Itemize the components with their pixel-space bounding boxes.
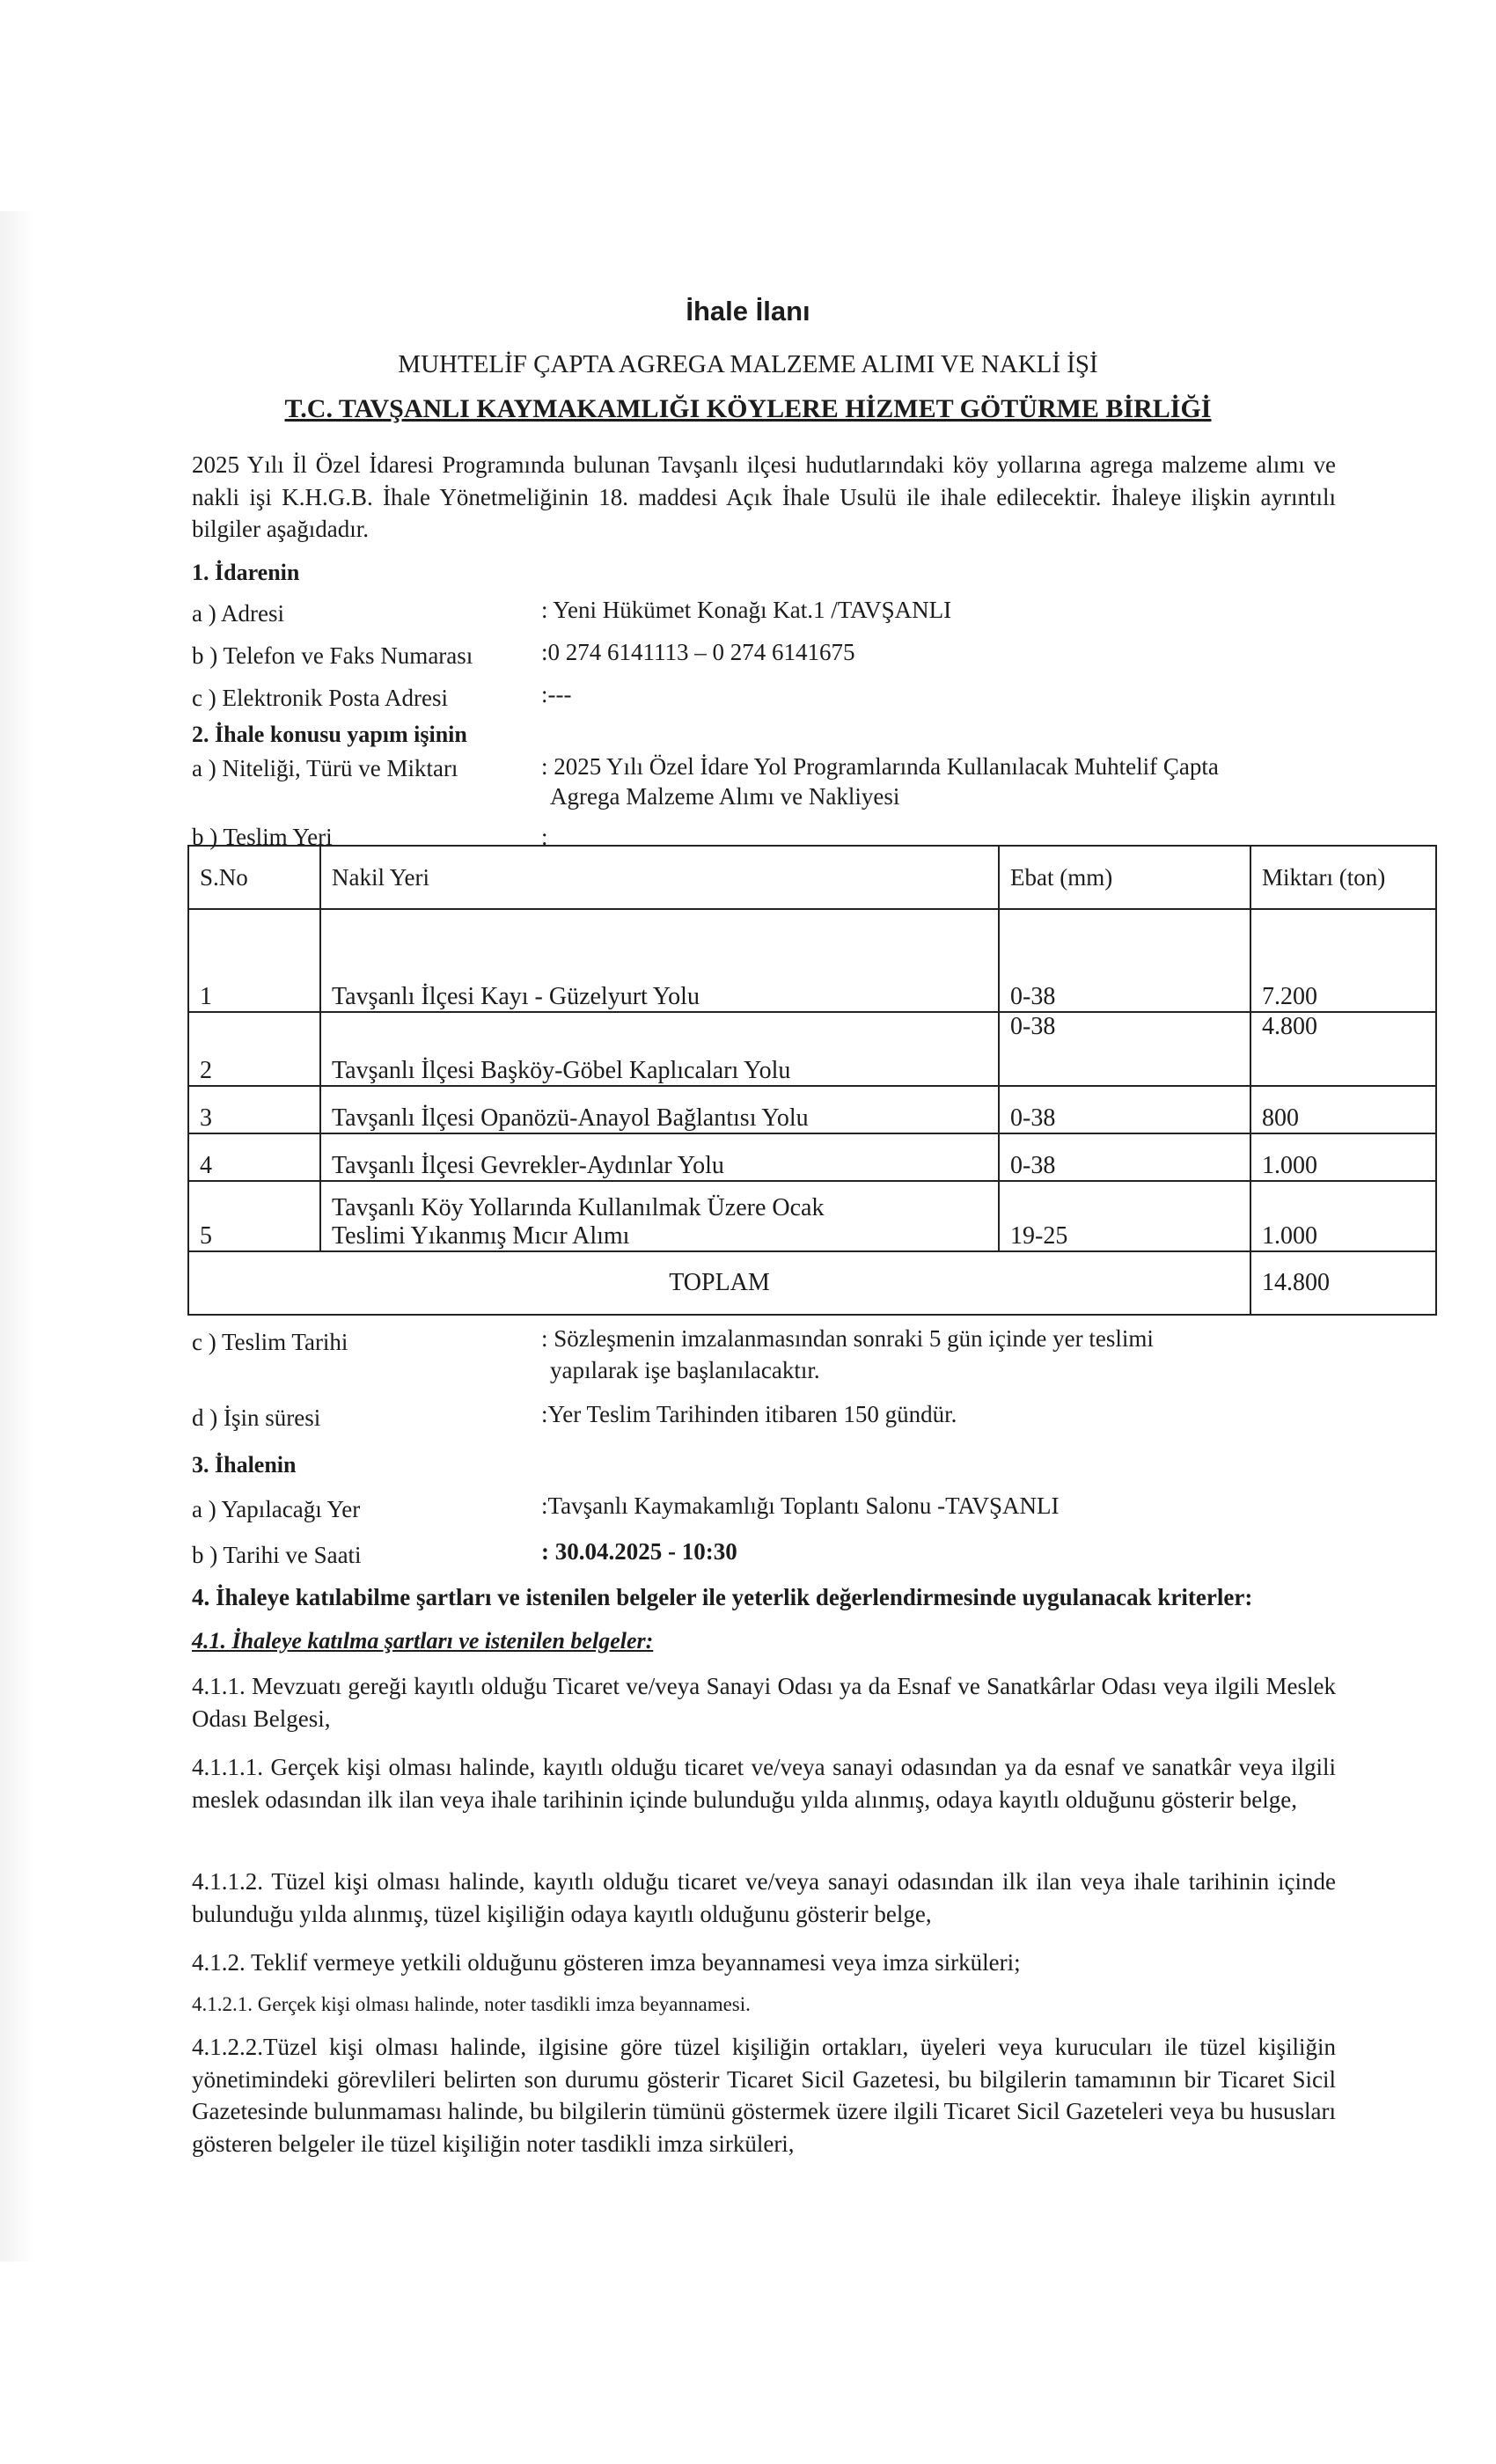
row-qty: 7.200 — [1250, 909, 1436, 1012]
row-place-line2: Teslimi Yıkanmış Mıcır Alımı — [332, 1222, 630, 1250]
delivery-date-value: : Sözleşmenin imzalanmasından sonraki 5 gün içinde yer teslimi — [541, 1325, 1154, 1352]
table-row — [188, 1133, 1436, 1181]
table-header-row — [188, 846, 1436, 909]
criteria-item: 4.1.2.1. Gerçek kişi olması halinde, noter tasdikli imza beyannamesi. — [192, 1993, 751, 2015]
tender-place-value: :Tavşanlı Kaymakamlığı Toplantı Salonu -TAVŞANLI — [541, 1492, 1060, 1519]
email-label: c ) Elektronik Posta Adresi — [192, 685, 448, 711]
phone-label: b ) Telefon ve Faks Numarası — [192, 642, 473, 669]
col-header-qty: Miktarı (ton) — [1250, 846, 1436, 909]
address-label: a ) Adresi — [192, 600, 284, 627]
table-row — [188, 1012, 1436, 1086]
row-no: 1 — [188, 909, 320, 1012]
criteria-item: 4.1.1. Mevzuatı gereği kayıtlı olduğu Ticaret ve/veya Sanayi Odası ya da Esnaf ve Sanatkârlar Odası veya ilgili Meslek Odası Belgesi, — [192, 1673, 1336, 1732]
criteria-item: 4.1.2.2.Tüzel kişi olması halinde, ilgisine göre tüzel kişiliğin ortakları, üyeleri veya kurucuları ile tüzel kişiliğin yönetimindeki görevlileri belirten son durumu gösterir Ticaret Sicil Gazetesi, bu bilgilerin tamamının bir Ticaret Sicil Gazetesinde bulunmaması halinde, bu bilgilerin tümünü göstermek üzere ilgili Ticaret Sicil Gazeteleri veya bu hususları gösteren belgeler ile tüzel kişiliğin noter tasdikli imza sirküleri, — [192, 2034, 1336, 2158]
organization-name: T.C. TAVŞANLI KAYMAKAMLIĞI KÖYLERE HİZMET GÖTÜRME BİRLİĞİ — [284, 394, 1212, 423]
row-place: Tavşanlı İlçesi Başköy-Göbel Kaplıcaları Yolu — [320, 1012, 999, 1086]
row-size: 0-38 — [999, 909, 1250, 1012]
duration-label: d ) İşin süresi — [192, 1404, 321, 1431]
criteria-item: 4.1.2. Teklif vermeye yetkili olduğunu gösteren imza beyannamesi veya imza sirküleri; — [192, 1949, 1021, 1976]
row-qty: 4.800 — [1250, 1012, 1436, 1086]
delivery-place-value: : — [541, 824, 548, 850]
row-no: 3 — [188, 1086, 320, 1133]
row-qty: 800 — [1250, 1086, 1436, 1133]
phone-value: :0 274 6141113 – 0 274 6141675 — [541, 639, 855, 665]
nature-label: a ) Niteliği, Türü ve Miktarı — [192, 755, 458, 781]
section-3-heading: 3. İhalenin — [192, 1452, 297, 1478]
delivery-place-label: b ) Teslim Yeri — [192, 824, 333, 850]
row-place: Tavşanlı İlçesi Opanözü-Anayol Bağlantısı Yolu — [320, 1086, 999, 1133]
row-size: 0-38 — [999, 1086, 1250, 1133]
col-header-no: S.No — [188, 846, 320, 909]
row-no: 4 — [188, 1133, 320, 1181]
row-qty: 1.000 — [1250, 1181, 1436, 1251]
row-place — [320, 1181, 999, 1251]
nature-value: : 2025 Yılı Özel İdare Yol Programlarında Kullanılacak Muhtelif Çapta — [541, 753, 1219, 780]
row-no: 5 — [188, 1181, 320, 1251]
table-row — [188, 1086, 1436, 1133]
row-size: 19-25 — [999, 1181, 1250, 1251]
section-4-heading-wrap — [192, 1584, 1252, 1611]
section-4-heading: 4. İhaleye katılabilme şartları ve istenilen belgeler ile yeterlik değerlendirmesinde uygulanacak kriterler: — [192, 1584, 1253, 1610]
table-row — [188, 1181, 1436, 1251]
table-row — [188, 909, 1436, 1012]
tender-place-label: a ) Yapılacağı Yer — [192, 1496, 361, 1522]
duration-value: :Yer Teslim Tarihinden itibaren 150 gündür. — [541, 1401, 957, 1427]
row-size: 0-38 — [999, 1012, 1250, 1086]
row-size: 0-38 — [999, 1133, 1250, 1181]
criteria-item: 4.1.1.2. Tüzel kişi olması halinde, kayıtlı olduğu ticaret ve/veya sanayi odasından ilk ilan veya ihale tarihinin içinde bulunduğu yılda alınmış, tüzel kişiliğin odaya kayıtlı olduğunu gösterir belge, — [192, 1868, 1336, 1927]
col-header-place: Nakil Yeri — [320, 846, 999, 909]
row-no: 2 — [188, 1012, 320, 1086]
document-subtitle: MUHTELİF ÇAPTA AGREGA MALZEME ALIMI VE NAKLİ İŞİ — [398, 350, 1098, 378]
section-1-heading: 1. İdarenin — [192, 560, 300, 585]
section-4-1-heading: 4.1. İhaleye katılma şartları ve istenilen belgeler: — [192, 1628, 654, 1654]
row-qty: 1.000 — [1250, 1133, 1436, 1181]
nature-value-line2: Agrega Malzeme Alımı ve Nakliyesi — [550, 783, 900, 810]
total-value: 14.800 — [1250, 1251, 1436, 1315]
intro-paragraph: 2025 Yılı İl Özel İdaresi Programında bulunan Tavşanlı ilçesi hudutlarındaki köy yollarına agrega malzeme alımı ve nakli işi K.H.G.B. İhale Yönetmeliğinin 18. maddesi Açık İhale Usulü ile ihale edilecektir. İhaleye ilişkin ayrıntılı bilgiler aşağıdadır. — [192, 451, 1336, 543]
criteria-item: 4.1.1.1. Gerçek kişi olması halinde, kayıtlı olduğu ticaret ve/veya sanayi odasından ya da esnaf ve sanatkâr veya ilgili meslek odasından ilk ilan veya ihale tarihinin içinde bulunduğu yılda alınmış, odaya kayıtlı olduğunu gösterir belge, — [192, 1754, 1336, 1813]
materials-table — [187, 845, 1437, 1316]
address-value: : Yeni Hükümet Konağı Kat.1 /TAVŞANLI — [541, 597, 952, 623]
document-title: İhale İlanı — [686, 296, 810, 326]
delivery-date-label: c ) Teslim Tarihi — [192, 1329, 348, 1355]
email-value: :--- — [541, 681, 572, 708]
tender-datetime-value: : 30.04.2025 - 10:30 — [541, 1538, 737, 1565]
row-place: Tavşanlı İlçesi Gevrekler-Aydınlar Yolu — [320, 1133, 999, 1181]
col-header-size: Ebat (mm) — [999, 846, 1250, 909]
table-total-row — [188, 1251, 1436, 1315]
section-2-heading: 2. İhale konusu yapım işinin — [192, 722, 467, 747]
row-place: Tavşanlı İlçesi Kayı - Güzelyurt Yolu — [320, 909, 999, 1012]
row-place-line1: Tavşanlı Köy Yollarında Kullanılmak Üzere Ocak — [332, 1194, 825, 1221]
delivery-date-value-line2: yapılarak işe başlanılacaktır. — [550, 1357, 820, 1383]
tender-datetime-label: b ) Tarihi ve Saati — [192, 1542, 362, 1568]
total-label: TOPLAM — [188, 1251, 1250, 1315]
